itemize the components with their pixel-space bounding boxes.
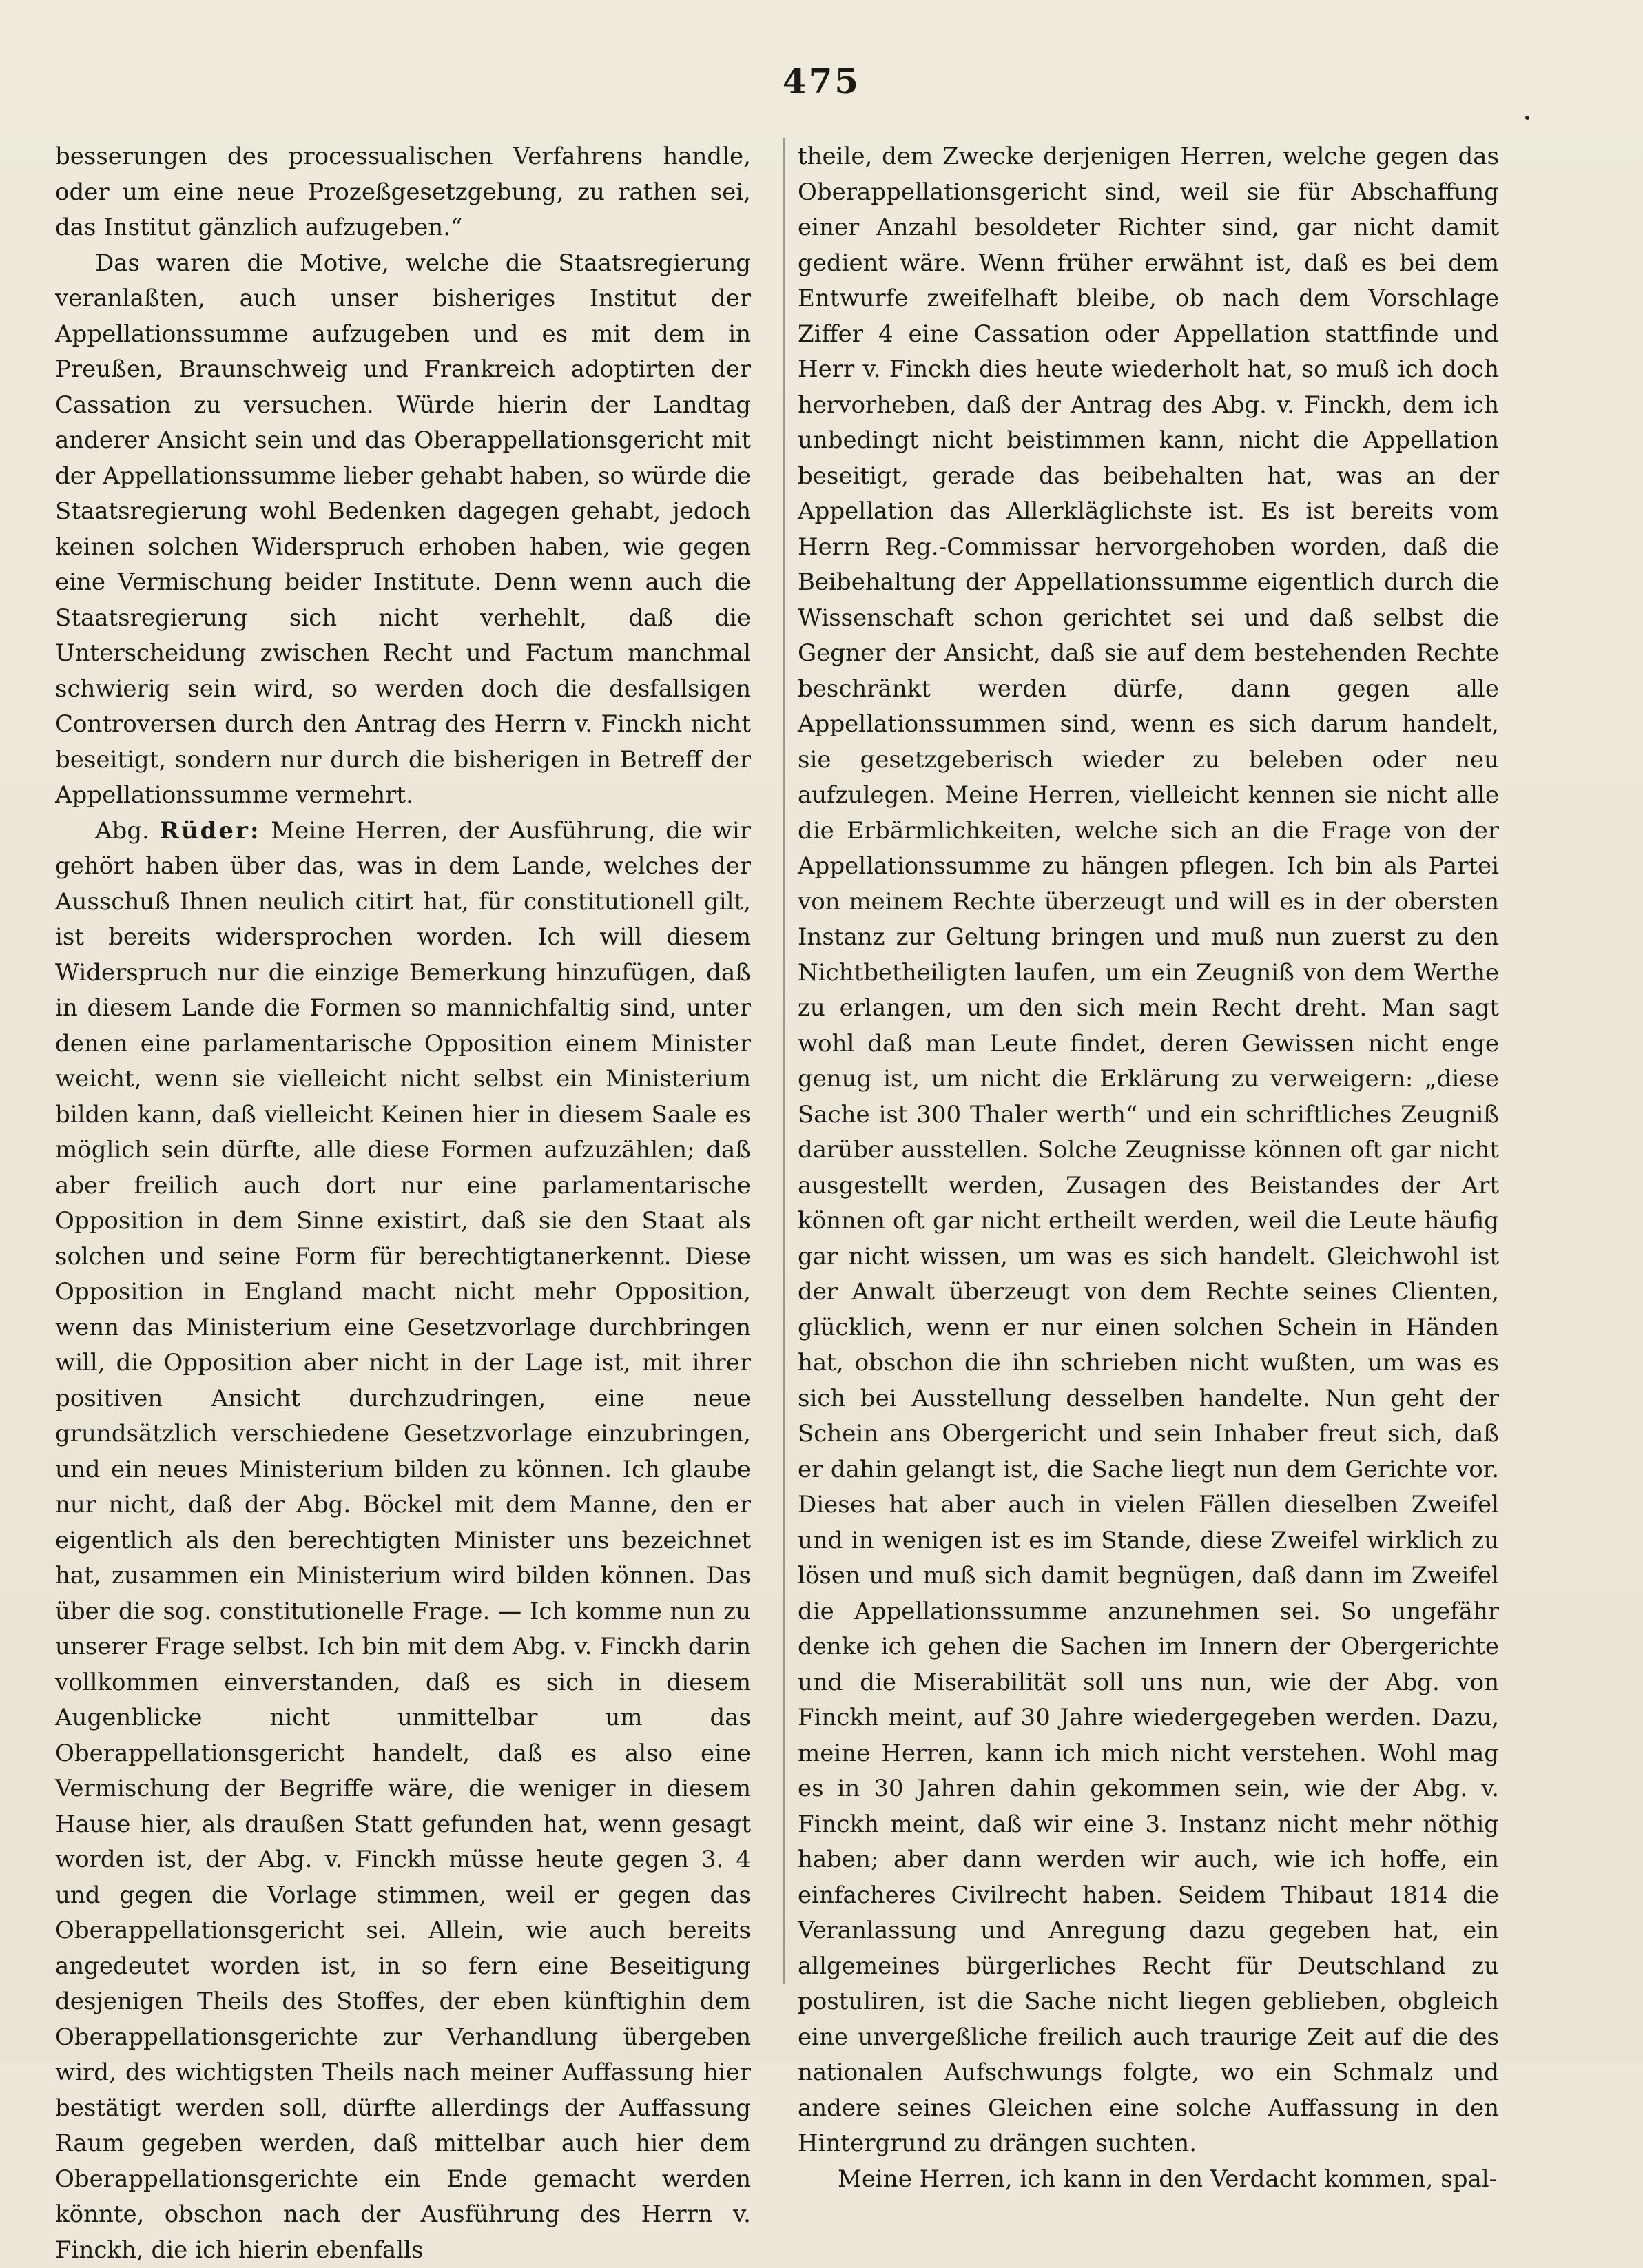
left-column — [55, 139, 751, 2268]
ink-dot — [1525, 116, 1529, 120]
speaker-name: Rüder: — [160, 817, 261, 845]
right-column — [798, 139, 1499, 2197]
speech-text: Meine Herren, der Ausführung, die wir gehört haben über das, was in dem Lande, welches der Ausschuß Ihnen neulich citirt hat, für constitutionell gilt, ist bereits widersprochen worden. Ich will diesem Widerspruch nur die einzige Bemerkung hinzufügen, daß in diesem Lande die Formen so mannichfaltig sind, unter denen eine parlamentarische Opposition einem Minister weicht, wenn sie vielleicht nicht selbst ein Ministerium bilden kann, daß vielleicht Keinen hier in diesem Saale es möglich sein dürfte, alle diese Formen aufzuzählen; daß aber freilich auch dort nur eine parlamentarische Opposition in dem Sinne existirt, daß sie den Staat als solchen und seine Form für berechtigtanerkennt. Diese Opposition in England macht nicht mehr Opposition, wenn das Ministerium eine Gesetzvorlage durchbringen will, die Opposition aber nicht in der Lage ist, mit ihrer positiven Ansicht durchzudringen, eine neue grundsätzlich verschiedene Gesetzvorlage einzubringen, und ein neues Ministerium bilden zu können. Ich glaube nur nicht, daß der Abg. Böckel mit dem Manne, den er eigentlich als den berechtigten Minister uns bezeichnet hat, zusammen ein Ministerium wird bilden können. Das über die sog. constitutionelle Frage. — Ich komme nun zu unserer Frage selbst. Ich bin mit dem Abg. v. Finckh darin vollkommen einverstanden, daß es sich in diesem Augenblicke nicht unmittelbar um das Oberappellationsgericht handelt, daß es also eine Vermischung der Begriffe wäre, die weniger in diesem Hause hier, als draußen Statt gefunden hat, wenn gesagt worden ist, der Abg. v. Finckh müsse heute gegen 3. 4 und gegen die Vorlage stimmen, weil er gegen das Oberappellationsgericht sei. Allein, wie auch bereits angedeutet worden ist, in so fern eine Beseitigung desjenigen Theils des Stoffes, der eben künftighin dem Oberappellationsgerichte zur Verhandlung übergeben wird, des wichtigsten Theils nach meiner Auffassung hier bestätigt werden soll, dürfte allerdings der Auffassung Raum gegeben werden, daß mittelbar auch hier dem Oberappellationsgerichte ein Ende gemacht werden könnte, obschon nach der Ausführung des Herrn v. Finckh, die ich hierin ebenfalls — [55, 817, 751, 2264]
right-paragraph-1: theile, dem Zwecke derjenigen Herren, welche gegen das Oberappellationsgericht sind, weil sie für Abschaffung einer Anzahl besoldeter Richter sind, gar nicht damit gedient wäre. Wenn früher erwähnt ist, daß es bei dem Entwurfe zweifelhaft bleibe, ob nach dem Vorschlage Ziffer 4 eine Cassation oder Appellation stattfinde und Herr v. Finckh dies heute wiederholt hat, so muß ich doch hervorheben, daß der Antrag des Abg. v. Finckh, dem ich unbedingt nicht beistimmen kann, nicht die Appellation beseitigt, gerade das beibehalten hat, was an der Appellation das Allerkläglichste ist. Es ist bereits vom Herrn Reg.-Commissar hervorgehoben worden, daß die Beibehaltung der Appellationssumme eigentlich durch die Wissenschaft schon gerichtet sei und daß selbst die Gegner der Ansicht, daß sie auf dem bestehenden Rechte beschränkt werden dürfe, dann gegen alle Appellationssummen sind, wenn es sich darum handelt, sie gesetzgeberisch wieder zu beleben oder neu aufzulegen. Meine Herren, vielleicht kennen sie nicht alle die Erbärmlichkeiten, welche sich an die Frage von der Appellationssumme zu hängen pflegen. Ich bin als Partei von meinem Rechte überzeugt und will es in der obersten Instanz zur Geltung bringen und muß nun zuerst zu den Nichtbetheiligten laufen, um ein Zeugniß von dem Werthe zu erlangen, um den sich mein Recht dreht. Man sagt wohl daß man Leute findet, deren Gewissen nicht enge genug ist, um nicht die Erklärung zu verweigern: „diese Sache ist 300 Thaler werth“ und ein schriftliches Zeugniß darüber ausstellen. Solche Zeugnisse können oft gar nicht ausgestellt werden, Zusagen des Beistandes der Art können oft gar nicht ertheilt werden, weil die Leute häufig gar nicht wissen, um was es sich handelt. Gleichwohl ist der Anwalt überzeugt von dem Rechte seines Clienten, glücklich, wenn er nur einen solchen Schein in Händen hat, obschon die ihn schrieben nicht wußten, um was es sich bei Ausstellung desselben handelte. Nun geht der Schein ans Obergericht und sein Inhaber freut sich, daß er dahin gelangt ist, die Sache liegt nun dem Gerichte vor. Dieses hat aber auch in vielen Fällen dieselben Zweifel und in wenigen ist es im Stande, diese Zweifel wirklich zu lösen und muß sich damit begnügen, daß dann im Zweifel die Appellationssumme anzunehmen sei. So ungefähr denke ich gehen die Sachen im Innern der Obergerichte und die Miserabilität soll uns nun, wie der Abg. von Finckh meint, auf 30 Jahre wiedergegeben werden. Dazu, meine Herren, kann ich mich nicht verstehen. Wohl mag es in 30 Jahren dahin gekommen sein, wie der Abg. v. Finckh meint, daß wir eine 3. Instanz nicht mehr nöthig haben; aber dann werden wir auch, wie ich hoffe, ein einfacheres Civilrecht haben. Seidem Thibaut 1814 die Veranlassung und Anregung dazu gegeben hat, ein allgemeines bürgerliches Recht für Deutschland zu postuliren, ist die Sache nicht liegen geblieben, obgleich eine unvergeßliche freilich auch traurige Zeit auf die des nationalen Aufschwungs folgte, wo ein Schmalz und andere seines Gleichen eine solche Auffassung in den Hintergrund zu drängen suchten. — [798, 139, 1499, 2162]
speaker-prefix: Abg. — [95, 817, 149, 845]
left-paragraph-1: besserungen des processualischen Verfahrens handle, oder um eine neue Prozeßgesetzgebung, zu rathen sei, das Institut gänzlich aufzugeben.“ — [55, 139, 751, 246]
right-paragraph-2: Meine Herren, ich kann in den Verdacht kommen, spal- — [798, 2162, 1499, 2198]
page-number: 475 — [0, 61, 1643, 101]
column-divider — [783, 138, 785, 1984]
left-paragraph-3 — [55, 814, 751, 2268]
left-paragraph-2: Das waren die Motive, welche die Staatsregierung veranlaßten, auch unser bisheriges Institut der Appellationssumme aufzugeben und es mit dem in Preußen, Braunschweig und Frankreich adoptirten der Cassation zu versuchen. Würde hierin der Landtag anderer Ansicht sein und das Oberappellationsgericht mit der Appellationssumme lieber gehabt haben, so würde die Staatsregierung wohl Bedenken dagegen gehabt, jedoch keinen solchen Widerspruch erhoben haben, wie gegen eine Vermischung beider Institute. Denn wenn auch die Staatsregierung sich nicht verhehlt, daß die Unterscheidung zwischen Recht und Factum manchmal schwierig sein wird, so werden doch die desfallsigen Controversen durch den Antrag des Herrn v. Finckh nicht beseitigt, sondern nur durch die bisherigen in Betreff der Appellationssumme vermehrt. — [55, 246, 751, 814]
